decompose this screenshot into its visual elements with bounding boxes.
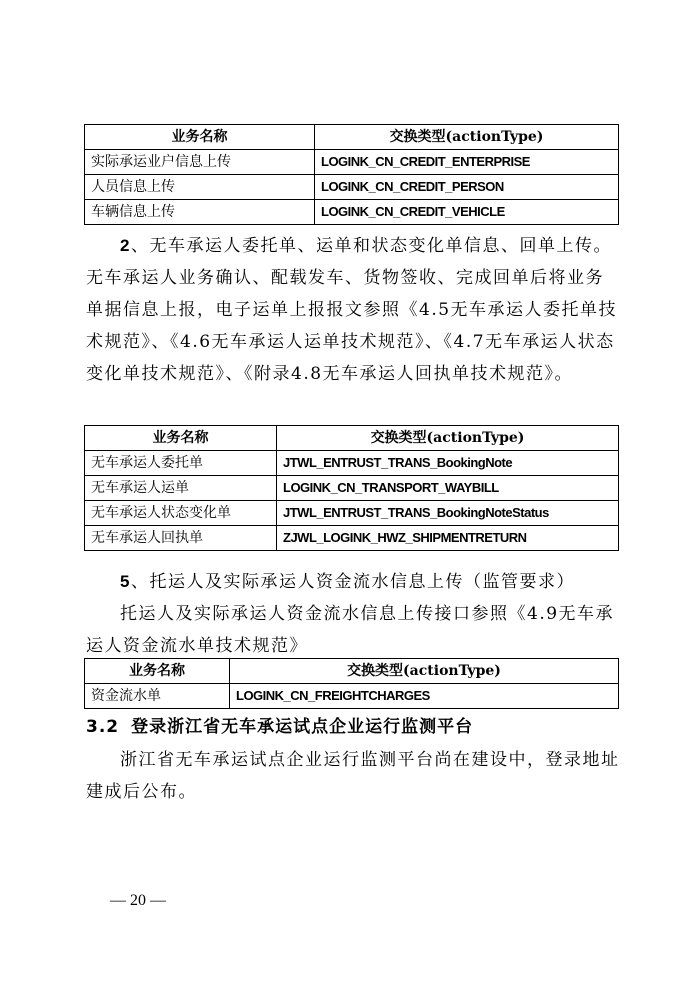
section-title: 登录浙江省无车承运试点企业运行监测平台	[131, 717, 474, 737]
business-name-cell: 资金流水单	[85, 684, 230, 709]
table-header-row	[85, 125, 619, 150]
column-header: 交换类型(actionType)	[315, 125, 619, 150]
section-5-text: 、托运人及实际承运人资金流水信息上传（监管要求）	[130, 572, 575, 592]
page-number: — 20 —	[110, 892, 166, 909]
column-header: 业务名称	[85, 125, 315, 150]
business-name-cell: 人员信息上传	[85, 175, 315, 200]
column-header: 业务名称	[85, 426, 277, 451]
table-row	[85, 526, 619, 551]
section-number: 3.2	[86, 717, 120, 737]
business-name-cell: 实际承运业户信息上传	[85, 150, 315, 175]
action-type-cell: LOGINK_CN_CREDIT_PERSON	[315, 175, 619, 200]
column-header: 业务名称	[85, 659, 230, 684]
table-row	[85, 451, 619, 476]
business-name-cell: 无车承运人运单	[85, 476, 277, 501]
business-name-cell: 无车承运人回执单	[85, 526, 277, 551]
table-carrier-documents	[84, 425, 619, 551]
action-type-cell: LOGINK_CN_CREDIT_ENTERPRISE	[315, 150, 619, 175]
table-row	[85, 476, 619, 501]
section-number: 5	[120, 572, 131, 591]
table-row	[85, 150, 619, 175]
section-5-body: 托运人及实际承运人资金流水信息上传接口参照《4.9无车承运人资金流水单技术规范》	[86, 604, 615, 656]
column-header: 交换类型(actionType)	[230, 659, 619, 684]
table-credit-upload	[84, 124, 619, 225]
business-name-cell: 无车承运人状态变化单	[85, 501, 277, 526]
table-row	[85, 175, 619, 200]
action-type-cell: LOGINK_CN_TRANSPORT_WAYBILL	[277, 476, 619, 501]
section-3-2-heading	[86, 712, 473, 737]
business-name-cell: 无车承运人委托单	[85, 451, 277, 476]
action-type-cell: ZJWL_LOGINK_HWZ_SHIPMENTRETURN	[277, 526, 619, 551]
column-header: 交换类型(actionType)	[277, 426, 619, 451]
action-type-cell: JTWL_ENTRUST_TRANS_BookingNoteStatus	[277, 501, 619, 526]
table-freight-charges	[84, 658, 619, 709]
business-name-cell: 车辆信息上传	[85, 200, 315, 225]
action-type-cell: JTWL_ENTRUST_TRANS_BookingNote	[277, 451, 619, 476]
action-type-cell: LOGINK_CN_FREIGHTCHARGES	[230, 684, 619, 709]
section-number: 2	[120, 236, 131, 255]
section-2-text: 、无车承运人委托单、运单和状态变化单信息、回单上传。无车承运人业务确认、配载发车、货物签收、完成回单后将业务单据信息上报，电子运单上报报文参照《4.5无车承运人委托单技术规范》、《4.6无车承运人运单技术规范》、《4.7无车承运人状态变化单技术规范》、《附录4.8无车承运人回执单技术规范》。	[86, 236, 618, 384]
table-row	[85, 200, 619, 225]
table-header-row	[85, 426, 619, 451]
table-row	[85, 501, 619, 526]
section-5-title	[86, 566, 620, 598]
section-3-2-paragraph: 浙江省无车承运试点企业运行监测平台尚在建设中，登录地址建成后公布。	[86, 750, 620, 802]
section-2-paragraph	[86, 230, 620, 390]
table-row	[85, 684, 619, 709]
action-type-cell: LOGINK_CN_CREDIT_VEHICLE	[315, 200, 619, 225]
table-header-row	[85, 659, 619, 684]
